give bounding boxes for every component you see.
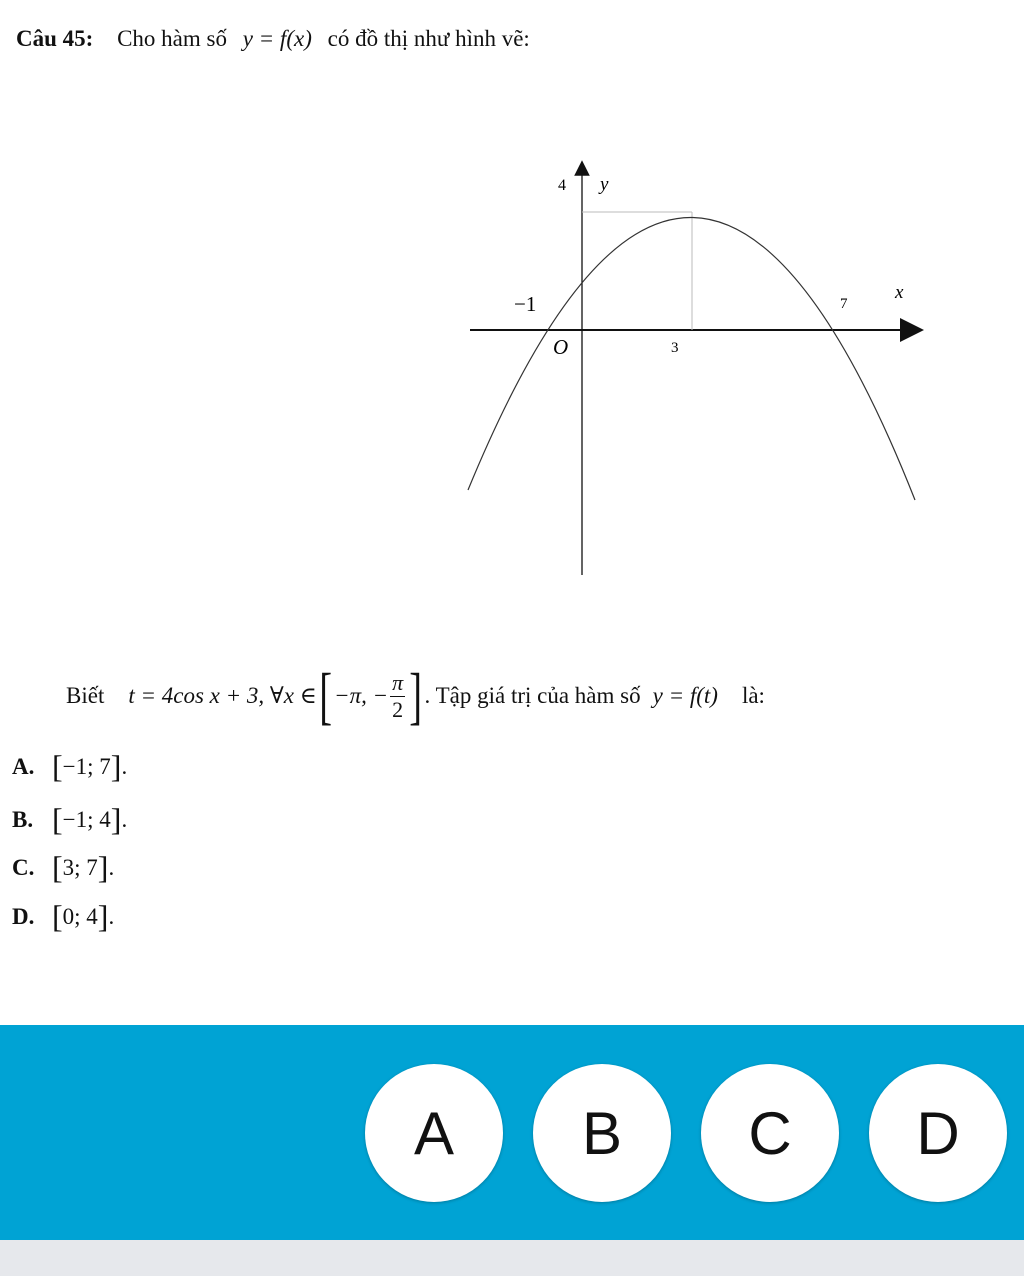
y-tick-label-max: 4 xyxy=(558,177,566,194)
option-c-value: 3; 7 xyxy=(62,855,98,880)
condition-suffix: . Tập giá trị của hàm số xyxy=(424,683,641,708)
option-a-letter: A. xyxy=(12,754,35,779)
option-c: C. [3; 7]. xyxy=(12,849,115,885)
question-intro: Cho hàm số xyxy=(117,26,227,51)
option-d-letter: D. xyxy=(12,904,35,929)
origin-label: O xyxy=(553,335,569,359)
option-b: B. [−1; 4]. xyxy=(12,801,128,837)
pi-over-two-fraction xyxy=(390,670,405,723)
condition-function: y = f(t) xyxy=(652,683,718,708)
answer-button-b[interactable]: B xyxy=(533,1064,671,1202)
option-d-value: 0; 4 xyxy=(62,904,98,929)
x-tick-label-vertex: 3 xyxy=(671,340,679,356)
condition-expression: t = 4cos x + 3, ∀x ∈ xyxy=(128,683,317,708)
option-b-value: −1; 4 xyxy=(62,807,111,832)
answer-button-c[interactable]: C xyxy=(701,1064,839,1202)
condition-end: là: xyxy=(741,683,765,708)
fraction-numerator: π xyxy=(392,669,404,695)
condition-line xyxy=(66,660,765,731)
option-d: D. [0; 4]. xyxy=(12,898,115,934)
x-tick-label-left: −1 xyxy=(514,292,537,316)
answer-button-a[interactable]: A xyxy=(365,1064,503,1202)
question-intro-tail: có đồ thị như hình vẽ: xyxy=(327,26,530,51)
option-b-letter: B. xyxy=(12,807,34,832)
answer-button-d[interactable]: D xyxy=(869,1064,1007,1202)
interval-left: −π, − xyxy=(334,683,389,708)
x-axis-label: x xyxy=(895,282,904,303)
fraction-denominator: 2 xyxy=(392,696,404,722)
condition-prefix: Biết xyxy=(66,683,105,708)
question-label: Câu 45: xyxy=(16,26,94,51)
bottom-strip xyxy=(0,1240,1024,1276)
option-a: A. [−1; 7]. xyxy=(12,748,128,784)
right-bracket: ] xyxy=(409,660,423,731)
question-function: y = f(x) xyxy=(242,26,312,51)
left-bracket: [ xyxy=(319,660,332,731)
x-tick-label-right: 7 xyxy=(840,296,848,312)
option-a-value: −1; 7 xyxy=(62,754,111,779)
option-c-letter: C. xyxy=(12,855,35,880)
y-axis-label: y xyxy=(600,174,609,195)
